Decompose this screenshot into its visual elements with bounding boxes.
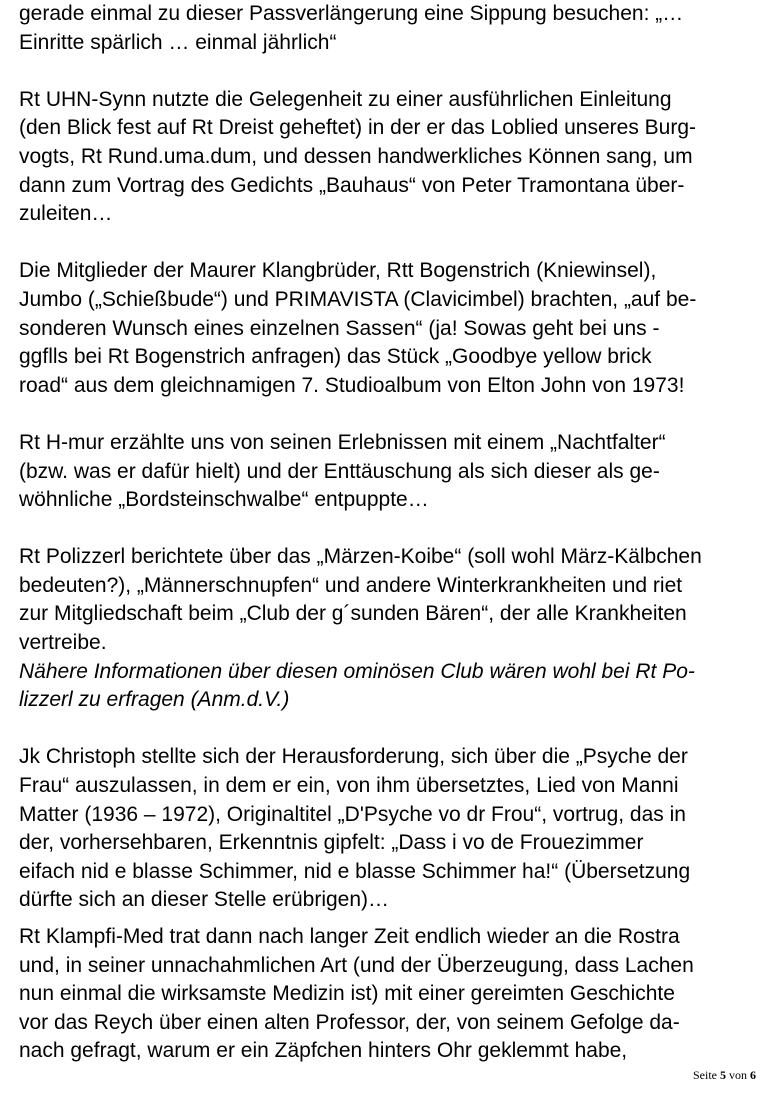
text-line: bedeuten?), „Männerschnupfen“ und andere Winterkrankheiten und riet	[19, 573, 683, 597]
text-line: eifach nid e blasse Schimmer, nid e blasse Schimmer ha!“ (Übersetzung	[19, 859, 691, 883]
paragraph	[19, 257, 757, 400]
text-line: zuleiten…	[19, 202, 113, 226]
paragraph	[19, 923, 757, 1066]
paragraph-gap	[19, 229, 757, 258]
text-line: dürfte sich an dieser Stelle erübrigen)…	[19, 888, 390, 912]
text-line: Rt UHN-Synn nutzte die Gelegenheit zu einer ausführlichen Einleitung	[19, 87, 672, 111]
editor-note-line: Nähere Informationen über diesen ominösen Club wären wohl bei Rt Po-	[19, 659, 695, 683]
page-number-current: 5	[720, 1068, 726, 1082]
text-line: nun einmal die wirksamste Medizin ist) mit einer gereimten Geschichte	[19, 982, 675, 1006]
document-body	[19, 0, 757, 1066]
text-line: vor das Reych über einen alten Professor, der, von seinem Gefolge da-	[19, 1010, 680, 1034]
paragraph	[19, 543, 757, 715]
text-line: wöhnliche „Bordsteinschwalbe“ entpuppte…	[19, 488, 429, 512]
paragraph	[19, 86, 757, 229]
text-line: sonderen Wunsch eines einzelnen Sassen“ (ja! Sowas geht bei uns -	[19, 316, 660, 340]
text-line: Jk Christoph stellte sich der Herausforderung, sich über die „Psyche der	[19, 745, 688, 769]
text-line: Jumbo („Schießbude“) und PRIMAVISTA (Clavicimbel) brachten, „auf be-	[19, 287, 697, 311]
text-line: ggflls bei Rt Bogenstrich anfragen) das Stück „Goodbye yellow brick	[19, 345, 652, 369]
page-number	[693, 1068, 756, 1082]
text-line: road“ aus dem gleichnamigen 7. Studioalbum von Elton John von 1973!	[19, 373, 685, 397]
text-line: Rt H-mur erzählte uns von seinen Erlebnissen mit einem „Nachtfalter“	[19, 430, 666, 454]
text-line: (den Blick fest auf Rt Dreist geheftet) in der er das Loblied unseres Burg-	[19, 116, 697, 140]
paragraph-gap	[19, 400, 757, 429]
page-number-prefix: Seite	[693, 1068, 717, 1082]
text-line: Rt Klampfi-Med trat dann nach langer Zeit endlich wieder an die Rostra	[19, 925, 680, 948]
paragraph-gap	[19, 715, 757, 744]
text-line: der, vorhersehbaren, Erkenntnis gipfelt: „Dass i vo de Frouezimmer	[19, 831, 644, 855]
editor-note-line: lizzerl zu erfragen (Anm.d.V.)	[19, 688, 290, 712]
text-line: Einritte spärlich … einmal jährlich“	[19, 30, 337, 54]
paragraph-gap	[19, 915, 757, 923]
paragraph	[19, 743, 757, 915]
page-number-total: 6	[750, 1068, 756, 1082]
paragraph-gap	[19, 57, 757, 86]
paragraph	[19, 0, 757, 57]
text-line: und, in seiner unnachahmlichen Art (und der Überzeugung, dass Lachen	[19, 953, 694, 977]
text-line: gerade einmal zu dieser Passverlängerung eine Sippung besuchen: „…	[19, 2, 684, 25]
text-line: Rt Polizzerl berichtete über das „Märzen-Koibe“ (soll wohl März-Kälbchen	[19, 545, 702, 569]
text-line: Die Mitglieder der Maurer Klangbrüder, Rtt Bogenstrich (Kniewinsel),	[19, 259, 657, 283]
text-line: dann zum Vortrag des Gedichts „Bauhaus“ von Peter Tramontana über-	[19, 173, 685, 197]
page-number-middle: von	[729, 1068, 747, 1082]
paragraph-gap	[19, 515, 757, 544]
text-line: nach gefragt, warum er ein Zäpfchen hinters Ohr geklemmt habe,	[19, 1039, 628, 1063]
text-line: Frau“ auszulassen, in dem er ein, von ihm übersetztes, Lied von Manni	[19, 774, 679, 798]
text-line: vogts, Rt Rund.uma.dum, und dessen handwerkliches Können sang, um	[19, 144, 693, 168]
text-line: Matter (1936 – 1972), Originaltitel „D'Psyche vo dr Frou“, vortrug, das in	[19, 802, 686, 826]
text-line: (bzw. was er dafür hielt) und der Enttäuschung als sich dieser als ge-	[19, 459, 660, 483]
text-line: vertreibe.	[19, 631, 107, 655]
paragraph	[19, 429, 757, 515]
text-line: zur Mitgliedschaft beim „Club der g´sunden Bären“, der alle Krankheiten	[19, 602, 687, 626]
